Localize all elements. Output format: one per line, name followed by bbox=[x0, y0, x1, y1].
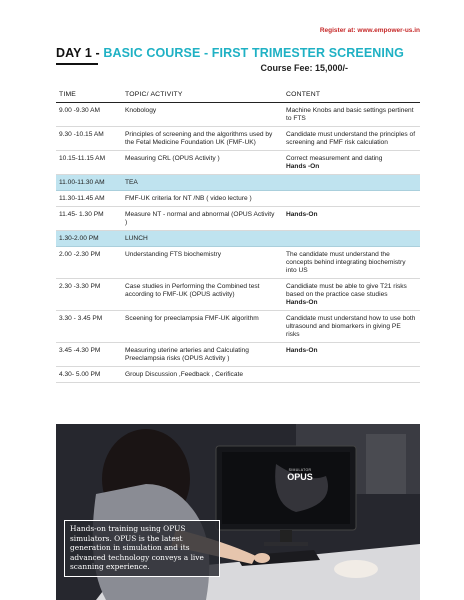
row-time: 10.15-11.15 AM bbox=[59, 155, 106, 162]
schedule-table bbox=[56, 88, 420, 383]
row-content-text: Candidate must understand the principles of screening and FMF risk calculation bbox=[286, 131, 416, 146]
row-topic: Knobology bbox=[125, 107, 157, 114]
table-row bbox=[56, 279, 420, 311]
row-content bbox=[286, 131, 420, 147]
row-topic: Measuring uterine arteries and Calculating Preeclampsia risks (OPUS Activity ) bbox=[125, 347, 249, 362]
table-body bbox=[56, 103, 420, 383]
table-row bbox=[56, 247, 420, 279]
monitor-brand-small: SIMULATOR bbox=[288, 468, 312, 472]
row-time: 4.30- 5.00 PM bbox=[59, 371, 101, 378]
row-topic: Case studies in Performing the Combined test according to FMF-UK (OPUS activity) bbox=[125, 283, 260, 298]
table-row bbox=[56, 175, 420, 191]
header-content: CONTENT bbox=[286, 91, 321, 98]
header-topic: TOPIC/ ACTIVITY bbox=[125, 91, 183, 98]
row-content-text: Candidate must understand how to use both ultrasound and biomarkers in giving PE risks bbox=[286, 315, 416, 338]
hands-on-label: Hands-On bbox=[286, 211, 318, 218]
table-row bbox=[56, 207, 420, 231]
page-title bbox=[56, 46, 404, 60]
title-course: BASIC COURSE - FIRST TRIMESTER SCREENING bbox=[103, 46, 404, 60]
row-topic: Sceening for preeclampsia FMF-UK algorithm bbox=[125, 315, 259, 322]
row-time: 11.30-11.45 AM bbox=[59, 195, 105, 202]
row-content bbox=[286, 315, 420, 339]
row-content bbox=[286, 155, 420, 171]
row-content-text: Candidiate must be able to give T21 risks based on the practice case studies bbox=[286, 283, 407, 298]
table-row bbox=[56, 191, 420, 207]
row-topic: Measuring CRL (OPUS Activity ) bbox=[125, 155, 220, 162]
monitor-brand-name: OPUS bbox=[287, 472, 313, 482]
row-time: 2.30 -3.30 PM bbox=[59, 283, 101, 290]
row-content bbox=[286, 347, 420, 355]
row-topic: TEA bbox=[125, 179, 138, 186]
row-time: 3.45 -4.30 PM bbox=[59, 347, 101, 354]
row-content-text: The candidate must understand the concepts behind integrating biochemistry into US bbox=[286, 251, 406, 274]
row-topic: FMF-UK criteria for NT /NB ( video lecture ) bbox=[125, 195, 252, 202]
hands-on-label: Hands-On bbox=[286, 347, 318, 354]
row-content-text: Machine Knobs and basic settings pertinent to FTS bbox=[286, 107, 414, 122]
register-link[interactable]: Register at: www.empower-us.in bbox=[319, 27, 420, 34]
row-time: 11.45- 1.30 PM bbox=[59, 211, 104, 218]
table-row bbox=[56, 127, 420, 151]
row-content bbox=[286, 283, 420, 307]
table-row bbox=[56, 311, 420, 343]
hands-on-label: Hands-On bbox=[286, 299, 318, 306]
row-topic: Measure NT - normal and abnormal (OPUS Activity ) bbox=[125, 211, 275, 226]
row-time: 9.00 -9.30 AM bbox=[59, 107, 101, 114]
row-topic: Understanding FTS biochemistry bbox=[125, 251, 222, 258]
row-time: 1.30-2.00 PM bbox=[59, 235, 99, 242]
table-header bbox=[56, 88, 420, 103]
row-content bbox=[286, 107, 420, 123]
row-time: 9.30 -10.15 AM bbox=[59, 131, 104, 138]
header-time: TIME bbox=[59, 91, 77, 98]
title-underline bbox=[56, 63, 98, 65]
row-content-text: Correct measurement and dating bbox=[286, 155, 383, 162]
row-time: 11.00-11.30 AM bbox=[59, 179, 105, 186]
hands-on-label: Hands -On bbox=[286, 163, 320, 170]
table-row bbox=[56, 231, 420, 247]
row-content bbox=[286, 251, 420, 275]
row-topic: Principles of screening and the algorithms used by the Fetal Medicine Foundation UK (FMF-UK) bbox=[125, 131, 273, 146]
table-row bbox=[56, 343, 420, 367]
row-topic: LUNCH bbox=[125, 235, 148, 242]
row-time: 3.30 - 3.45 PM bbox=[59, 315, 103, 322]
photo-caption: Hands-on training using OPUS simulators. OPUS is the latest generation in simulation and its advanced technology conveys a live scanning experience. bbox=[64, 520, 220, 577]
title-day: DAY 1 - bbox=[56, 46, 104, 60]
table-row bbox=[56, 103, 420, 127]
row-topic: Group Discussion ,Feedback , Cerificate bbox=[125, 371, 244, 378]
table-row bbox=[56, 367, 420, 383]
row-time: 2.00 -2.30 PM bbox=[59, 251, 101, 258]
table-row bbox=[56, 151, 420, 175]
monitor-brand bbox=[282, 468, 318, 482]
row-content bbox=[286, 211, 420, 219]
course-fee: Course Fee: 15,000/- bbox=[260, 63, 348, 73]
